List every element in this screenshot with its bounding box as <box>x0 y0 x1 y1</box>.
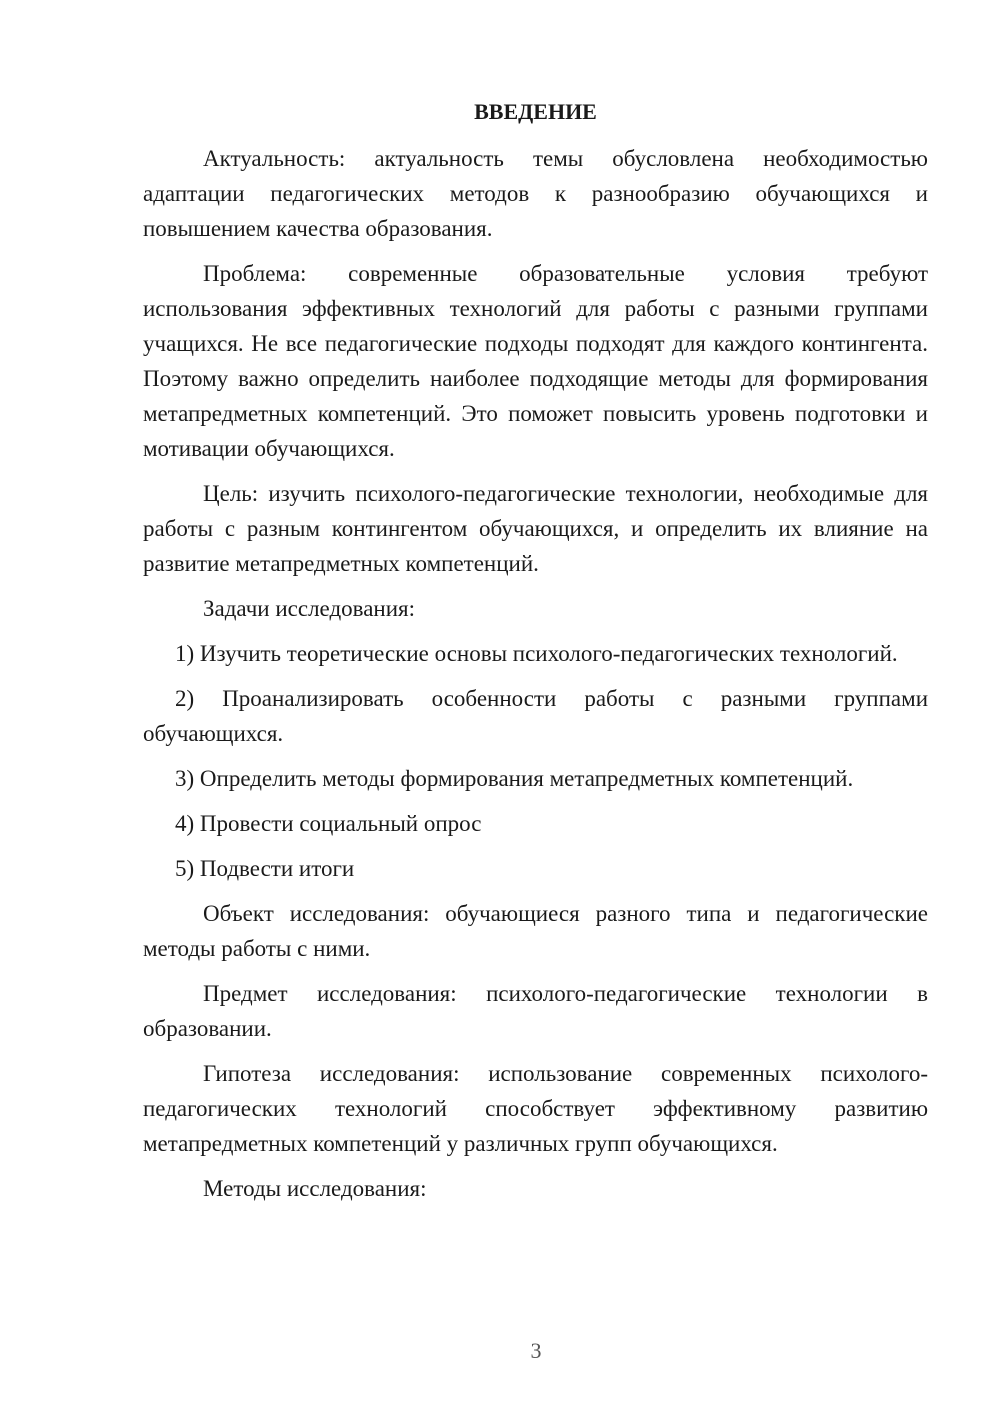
paragraph-object: Объект исследования: обучающиеся разного типа и педагогические методы работы с ними. <box>143 901 928 961</box>
paragraph-problem: Проблема: современные образовательные условия требуют использования эффективных технологий для работы с разными группами учащихся. Не все педагогические подходы подходят для каждого контингента. Поэтому важно определить наиболее подходящие методы для формирования метапредметных компетенций. Это поможет повысить уровень подготовки и мотивации обучающихся. <box>143 261 928 461</box>
task-item-1: 1) Изучить теоретические основы психолого-педагогических технологий. <box>175 641 898 666</box>
paragraph-methods: Методы исследования: <box>203 1176 427 1201</box>
task-item-5: 5) Подвести итоги <box>175 856 355 881</box>
paragraph-tasks-heading: Задачи исследования: <box>203 596 416 621</box>
page-number: 3 <box>530 1338 542 1363</box>
paragraph-relevance: Актуальность: актуальность темы обусловлена необходимостью адаптации педагогических методов к разнообразию обучающихся и повышением качества образования. <box>143 146 928 241</box>
page-title: ВВЕДЕНИЕ <box>474 99 597 124</box>
page-content <box>143 94 928 1216</box>
paragraph-hypothesis: Гипотеза исследования: использование современных психолого-педагогических технологий способствует эффективному развитию метапредметных компетенций у различных групп обучающихся. <box>143 1061 928 1156</box>
paragraph-goal: Цель: изучить психолого-педагогические технологии, необходимые для работы с разным контингентом обучающихся, и определить их влияние на развитие метапредметных компетенций. <box>143 481 928 576</box>
task-item-4: 4) Провести социальный опрос <box>175 811 482 836</box>
paragraph-subject: Предмет исследования: психолого-педагогические технологии в образовании. <box>143 981 928 1041</box>
task-item-3: 3) Определить методы формирования метапредметных компетенций. <box>175 766 854 791</box>
task-item-2: 2) Проанализировать особенности работы с разными группами обучающихся. <box>143 686 928 746</box>
